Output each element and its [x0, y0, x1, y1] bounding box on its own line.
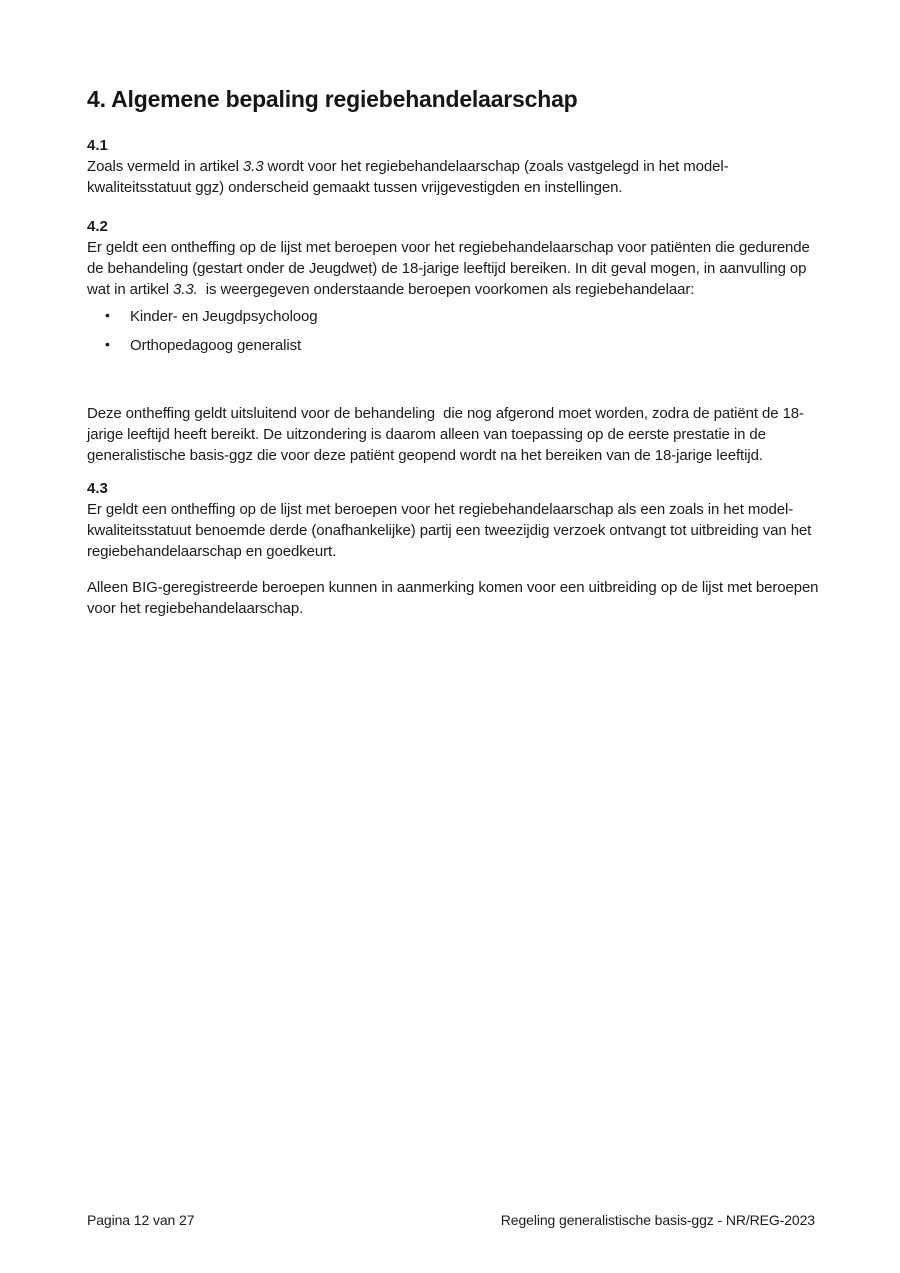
page-footer [87, 1212, 815, 1229]
page-content [87, 0, 823, 619]
section-4-3-paragraph-1: Er geldt een ontheffing op de lijst met beroepen voor het regiebehandelaarschap als een zoals in het model-kwaliteitsstatuut benoemde derde (onafhankelijke) partij een tweezijdig verzoek ontvangt tot uitbreiding van het regiebehandelaarschap en goedkeurt. [87, 501, 816, 560]
page-title: 4. Algemene bepaling regiebehandelaarschap [87, 86, 578, 112]
paragraph-text: Zoals vermeld in artikel [87, 158, 243, 175]
article-reference: 3.3 [242, 158, 264, 175]
footer-page-number: Pagina 12 van 27 [87, 1212, 195, 1228]
footer-document-reference: Regeling generalistische basis-ggz - NR/REG-2023 [500, 1212, 815, 1228]
section-4-2-note-paragraph: Deze ontheffing geldt uitsluitend voor de behandeling die nog afgerond moet worden, zodra de patiënt de 18-jarige leeftijd heeft bereikt. De uitzondering is daarom alleen van toepassing op de eerste prestatie in de generalistische basis-ggz die voor deze patiënt geopend wordt na het bereiken van de 18-jarige leeftijd. [87, 405, 804, 464]
paragraph-text: wordt voor het regiebehandelaarschap (zoals vastgelegd in het model-kwaliteitsstatuut ggz) onderscheid gemaakt tussen vrijgevestigden en instellingen. [87, 158, 729, 196]
section-heading-4-1: 4.1 [87, 137, 108, 154]
section-4-1-paragraph [87, 156, 819, 198]
list-item: • Kinder- en Jeugdpsycholoog [87, 306, 819, 327]
section-4-3-paragraph-2: Alleen BIG-geregistreerde beroepen kunnen in aanmerking komen voor een uitbreiding op de lijst met beroepen voor het regiebehandelaarschap. [87, 579, 823, 617]
profession-list [87, 306, 819, 356]
section-4-2-intro-paragraph [87, 237, 819, 300]
section-heading-4-2: 4.2 [87, 218, 108, 235]
section-heading-4-3: 4.3 [87, 480, 108, 497]
paragraph-text: Er geldt een ontheffing op de lijst met beroepen voor het regiebehandelaarschap voor patiënten die gedurende de behandeling (gestart onder de Jeugdwet) de 18-jarige leeftijd bereiken. In dit geval mogen, in aanvulling op wat in artikel [87, 239, 814, 298]
list-item: • Orthopedagoog generalist [87, 335, 819, 356]
article-reference: 3.3. [173, 281, 198, 298]
paragraph-text: is weergegeven onderstaande beroepen voorkomen als regiebehandelaar: [197, 281, 695, 298]
